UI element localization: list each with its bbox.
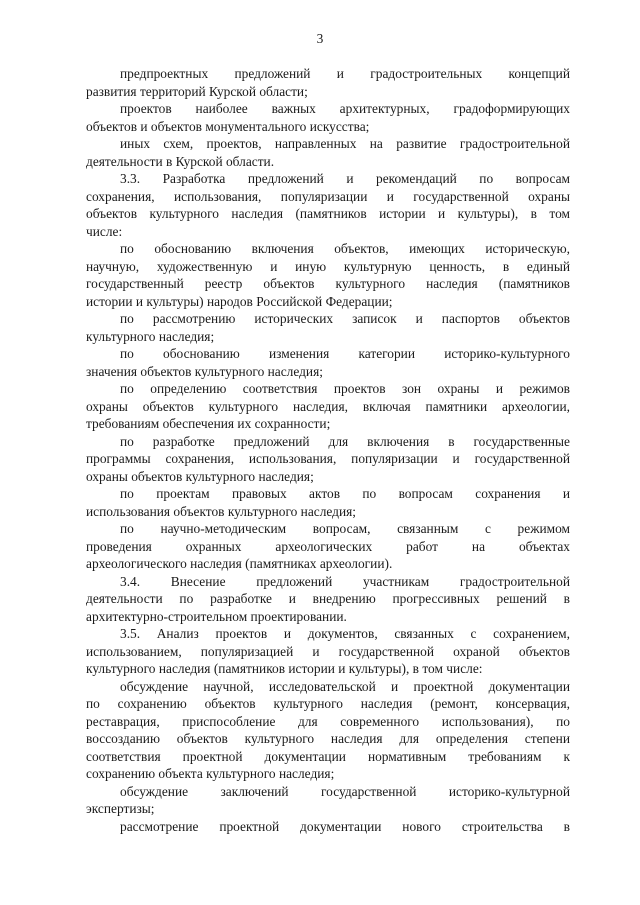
text-line: истории и культуры) народов Российской Федерации; [86, 293, 393, 309]
paragraph [86, 310, 570, 345]
paragraph [86, 485, 570, 520]
paragraph [86, 65, 570, 100]
text-line: государственный реестр объектов культурного наследия (памятников [86, 276, 570, 291]
text-line: 3.3. Разработка предложений и рекомендаций по вопросам [120, 171, 570, 186]
text-line: иных схем, проектов, направленных на развитие градостроительной [120, 136, 570, 151]
text-line: по обоснованию включения объектов, имеющих историческую, [120, 241, 570, 256]
text-line: по разработке предложений для включения в государственные [120, 433, 570, 449]
text-line: 3.5. Анализ проектов и документов, связанных с сохранением, [120, 626, 570, 641]
text-line: сохранению объекта культурного наследия; [86, 766, 335, 781]
text-line: рассмотрение проектной документации нового строительства в [120, 818, 570, 834]
text-line: деятельности в Курской области. [86, 153, 275, 169]
paragraph [86, 433, 570, 486]
text-line: проектов наиболее важных архитектурных, градоформирующих [120, 101, 570, 116]
text-line: использования объектов культурного наследия; [86, 503, 357, 519]
text-line: требованиям обеспечения их сохранности; [86, 416, 331, 431]
paragraph [86, 135, 570, 170]
text-line: культурного наследия (памятников истории и культуры), в том числе: [86, 661, 483, 676]
text-line: объектов и объектов монументального искусства; [86, 118, 370, 134]
paragraph [86, 573, 570, 626]
text-line: по научно-методическим вопросам, связанным с режимом [120, 521, 570, 536]
text-line: проведения охранных археологических работ на объектах [86, 538, 570, 554]
text-line: охраны объектов культурного наследия, включая памятники археологии, [86, 398, 570, 414]
document-body [86, 65, 570, 835]
text-line: 3.4. Внесение предложений участникам градостроительной [120, 573, 570, 589]
text-line: охраны объектов культурного наследия; [86, 468, 314, 484]
text-line: археологического наследия (памятниках археологии). [86, 556, 393, 571]
text-line: воссозданию объектов культурного наследия для определения степени [86, 731, 570, 746]
text-line: деятельности по разработке и внедрению прогрессивных решений в [86, 591, 570, 606]
text-line: по проектам правовых актов по вопросам сохранения и [120, 486, 570, 501]
text-line: соответствия проектной документации нормативным требованиям к [86, 748, 570, 764]
page-number: 3 [316, 31, 324, 46]
paragraph [86, 818, 570, 836]
text-line: культурного наследия; [86, 328, 215, 344]
text-line: экспертизы; [86, 801, 155, 816]
text-line: объектов культурного наследия (памятников истории и культуры), в том [86, 206, 570, 221]
text-line: числе: [86, 223, 123, 239]
text-line: по рассмотрению исторических записок и паспортов объектов [120, 311, 570, 326]
text-line: сохранения, использования, популяризации и государственной охраны [86, 188, 570, 204]
paragraph [86, 678, 570, 783]
text-line: по определению соответствия проектов зон охраны и режимов [120, 381, 570, 396]
text-line: по сохранению объектов культурного наследия (ремонт, консервация, [86, 696, 570, 711]
text-line: реставрация, приспособление для современного использования), по [86, 713, 570, 729]
text-line: по обоснованию изменения категории историко-культурного [120, 346, 570, 361]
paragraph [86, 625, 570, 678]
text-line: программы сохранения, использования, популяризации и государственной [86, 451, 570, 466]
text-line: развития территорий Курской области; [86, 83, 308, 99]
paragraph [86, 520, 570, 573]
paragraph [86, 240, 570, 310]
text-line: обсуждение заключений государственной историко-культурной [120, 783, 570, 799]
paragraph [86, 170, 570, 240]
paragraph [86, 783, 570, 818]
paragraph [86, 345, 570, 380]
text-line: архитектурно-строительном проектировании. [86, 608, 347, 624]
text-line: обсуждение научной, исследовательской и проектной документации [120, 678, 570, 694]
paragraph [86, 100, 570, 135]
text-line: предпроектных предложений и градостроительных концепций [120, 66, 570, 81]
paragraph [86, 380, 570, 433]
text-line: использованием, популяризацией и государственной охраной объектов [86, 643, 570, 659]
text-line: значения объектов культурного наследия; [86, 363, 323, 379]
text-line: научную, художественную и иную культурную ценность, в единый [86, 258, 570, 274]
